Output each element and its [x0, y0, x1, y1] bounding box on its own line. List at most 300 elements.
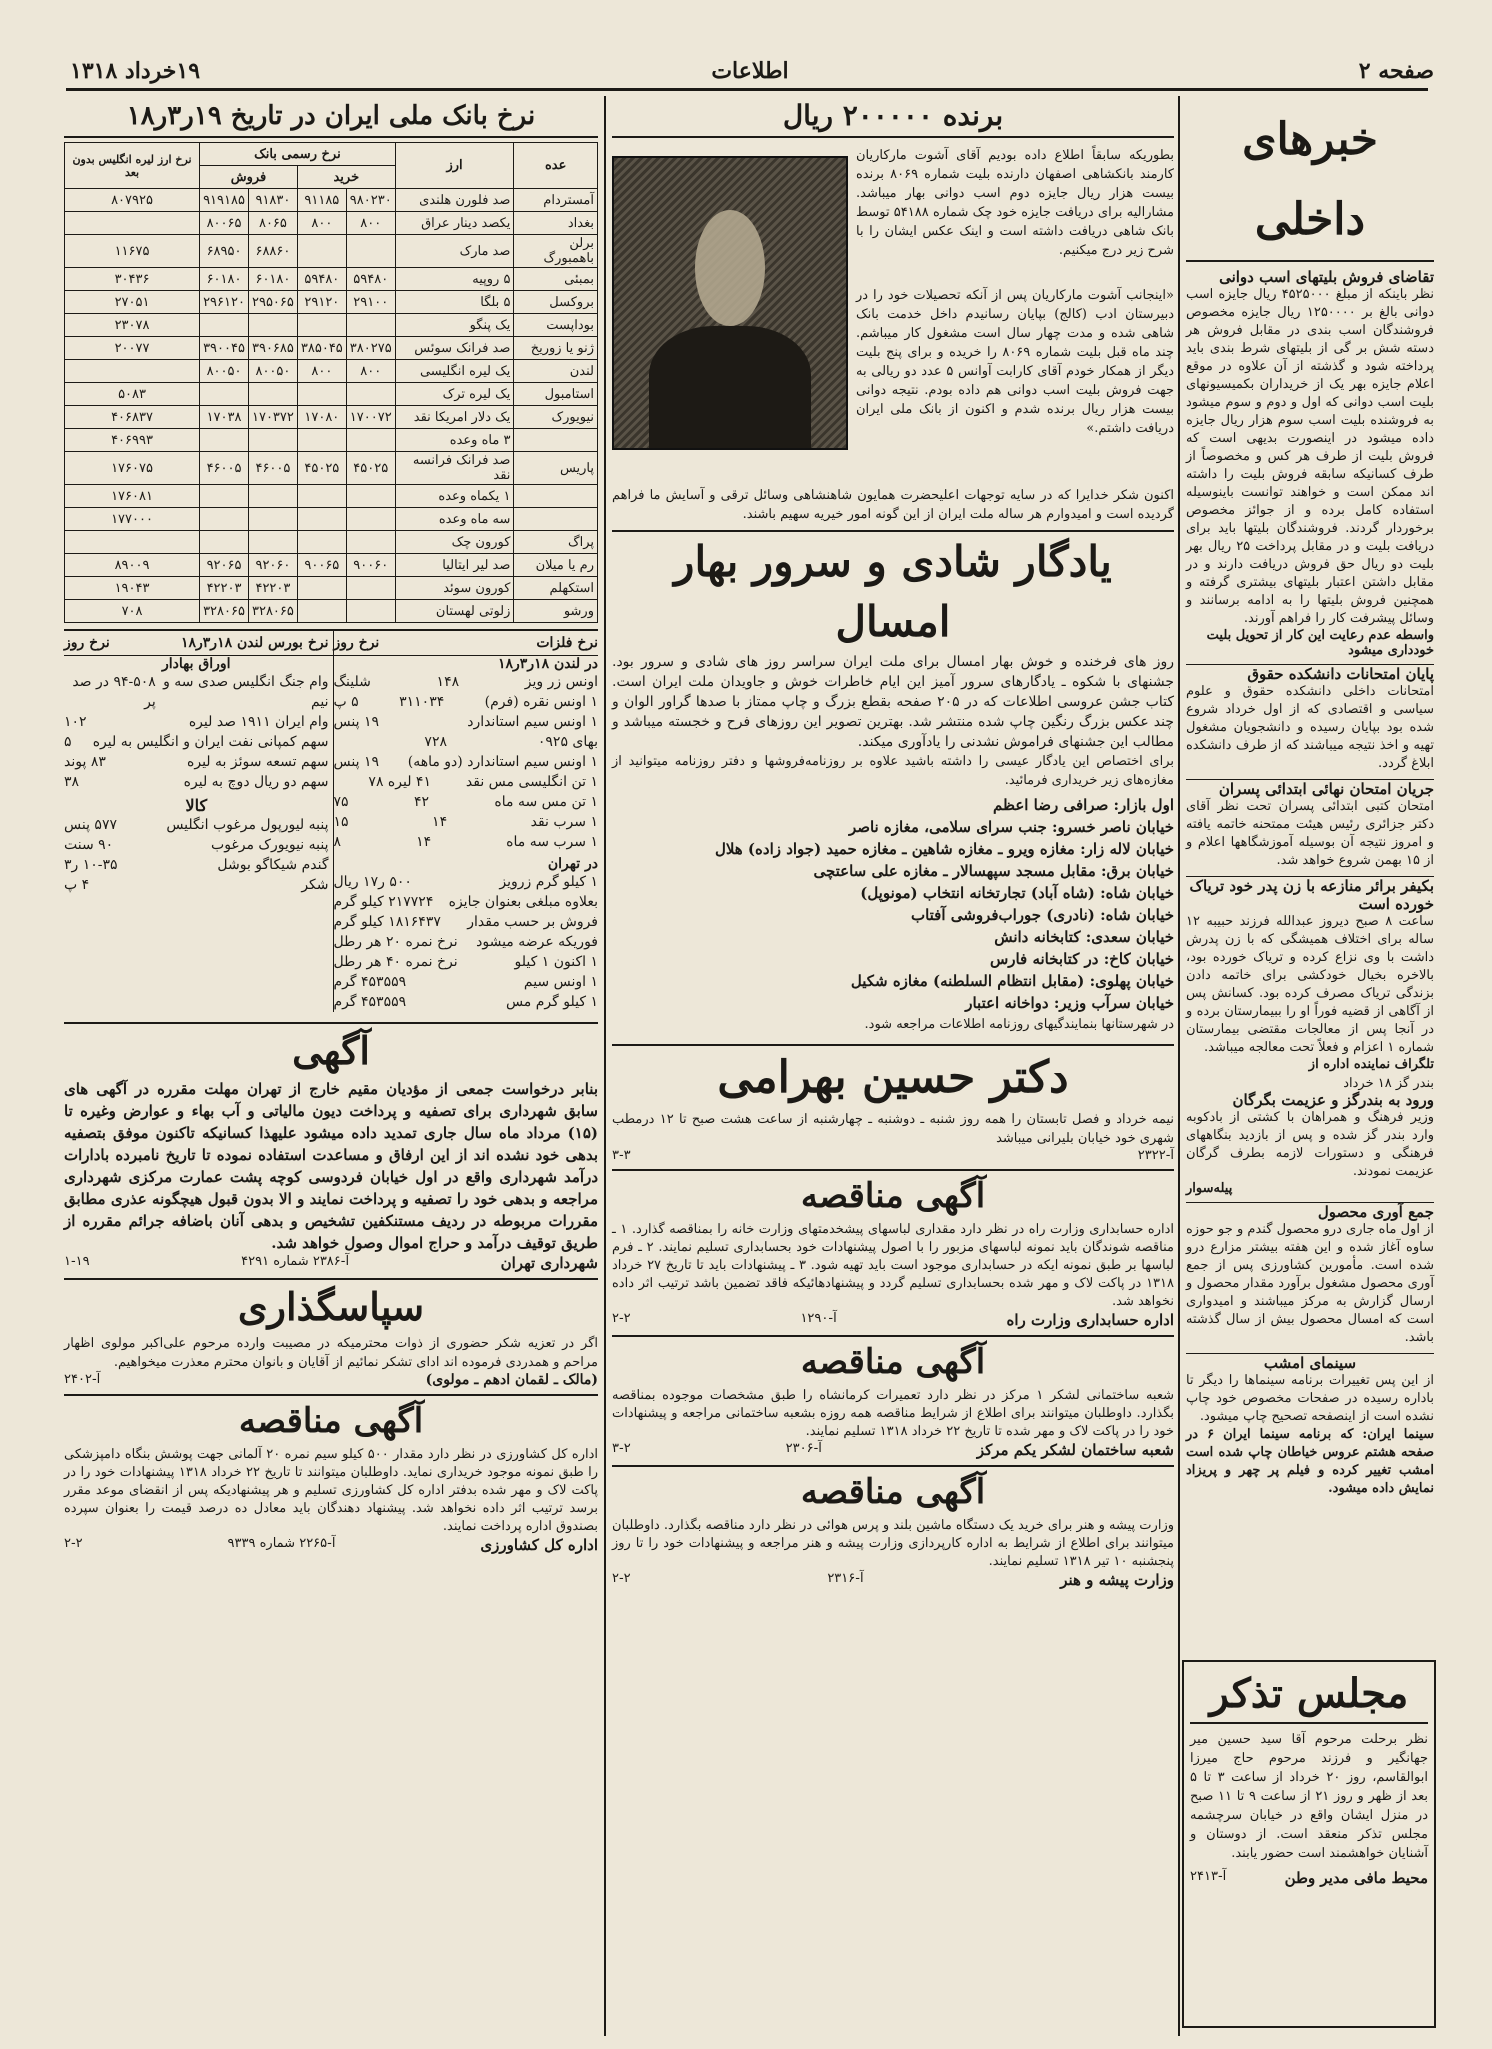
doctor-body: نیمه خرداد و فصل تابستان را همه روز شنبه ـ دوشنبه ـ چهارشنبه از ساعت هشت صبح تا ۱۲ درمطب شهری خود خیابان بلیرانی میباشد	[612, 1112, 1174, 1146]
metal-item	[334, 772, 599, 792]
tehran-item	[334, 932, 599, 952]
rate-cell-sell1: ۶۸۸۶۰	[248, 235, 297, 268]
dateline: بندر گز ۱۸ خرداد	[1343, 1076, 1434, 1091]
store-item: اول بازار: صرافی رضا اعظم	[993, 796, 1174, 814]
newspaper-name: اطلاعات	[711, 58, 789, 84]
rate-cell-name: کورون سوئد	[395, 577, 514, 600]
bourse-header: نرخ بورس لندن ۱۸ر۳ر۱۸	[180, 635, 329, 651]
rate-cell-sell1	[248, 485, 297, 508]
rate-row	[65, 314, 598, 337]
rate-cell-sell2	[200, 429, 249, 452]
rate-cell-buy2: ۹۱۱۸۵	[297, 189, 346, 212]
metal-item-unit: ۱۵	[333, 814, 349, 830]
metal-item-name: ۱ تن انگلیسی مس نقد	[465, 774, 598, 790]
metal-item-unit: شلینگ	[333, 674, 371, 690]
memorial-body: نظر برحلت مرحوم آقا سید حسین میر جهانگیر و فرزند مرحوم حاج میرزا ابوالقاسم، روز ۲۰ خرداد از ساعت ۳ تا ۵ بعد از ظهر و روز ۲۱ از ساعت ۹ تا ۱۱ صبح در منزل ایشان واقع در خیابان سرچشمه مجلس تذکر منعقد است. از دوستان و آشنایان خواهشمند است حضور یابند.	[1190, 1732, 1428, 1861]
rate-cell-sell2: ۹۲۰۶۵	[200, 554, 249, 577]
bond-item-rate: ۳۸	[64, 774, 80, 790]
rate-cell-buy1	[346, 485, 395, 508]
metal-item-name: ۱ اونس سیم استاندارد (دو ماهه)	[407, 754, 598, 770]
rate-cell-buy2: ۸۰۰	[297, 212, 346, 235]
rate-cell-sell2: ۹۱۹۱۸۵	[200, 189, 249, 212]
goods-item	[64, 855, 329, 875]
article-body: نظر باینکه از مبلغ ۴۵۲۵۰۰۰ ریال جایزه اسب دوانی بالغ بر ۱۲۵۰۰۰۰ ریال جایزه مخصوص فروشندگان اسب بندی در مقابل فروش هر دسته شش بر گی از بلیتهای شرط بندی باید پرداخته شود و گذشته از آن علاوه در موقع اعلام جایزه بهر یک از خریداران بکمیسیونهای بلیت اسب دوانی که اول و دوم و سوم میشود به فروشنده بلیت اسب سوم هزار ریال جایزه داده میشود در اینصورت بدیهی است که فروش بلیت از طرف هر کس و مخصوصاً از طرف کسانیکه سابقه فروش بلیت را داشته اند ممکن است و خواهند توانست باینوسیله استفاده کامل برده و از جوائز مخصوص برخوردار گردند. فروشندگان بلیتها باید برای دریافت بلیت و در مقابل پرداخت ۲۵ ریال بهر بلیت دو ریال حق فروش دریافت دارند و در مقابل داشتن اعتبار بلیتهای بیشتری گرفته و همچنین فروش بلیتها را به ادامه برسانند و وسائل پیشرفت کار را فراهم آورند.	[1186, 287, 1435, 626]
rate-cell-sell1	[248, 508, 297, 531]
rate-cell-city: بروکسل	[514, 291, 598, 314]
page-number: صفحه ۲	[1358, 58, 1434, 84]
rate-cell-pound: ۲۰۰۷۷	[65, 337, 200, 360]
tender-number: ۳-۲	[612, 1441, 631, 1456]
rate-cell-city: استکهلم	[514, 577, 598, 600]
rate-cell-sell2	[200, 383, 249, 406]
rate-cell-buy2: ۱۷۰۸۰	[297, 406, 346, 429]
rate-cell-name: صد لیر ایتالیا	[395, 554, 514, 577]
tehran-item-val: ۲۱۷۷۲۴ کیلو گرم	[333, 894, 434, 910]
metal-item-price: ۷۲۸	[424, 734, 447, 750]
rate-cell-sell1: ۸۰۰۵۰	[248, 360, 297, 383]
rate-cell-sell2: ۸۰۰۶۵	[200, 212, 249, 235]
spring-title: یادگار شادی و سرور بهار امسال	[674, 537, 1112, 646]
doctor-title: دکتر حسین بهرامی	[717, 1052, 1069, 1103]
column-divider-left	[604, 96, 606, 2036]
rate-cell-name: یک دلار امریکا نقد	[395, 406, 514, 429]
bond-item-name: وام جنگ انگلیس صدی سه و نیم	[163, 674, 329, 710]
metal-item-name: ۱ اونس نقره (فرم)	[484, 694, 598, 710]
rate-row	[65, 485, 598, 508]
tender-footer: شعبه ساختمان لشکر یکم مرکز	[976, 1441, 1174, 1459]
tehran-item-name: بعلاوه مبلغی بعنوان جایزه	[448, 894, 598, 910]
metals-title: نرخ فلزات	[536, 635, 598, 651]
rate-row	[65, 406, 598, 429]
goods-item-name: پنبه لیورپول مرغوب انگلیس	[166, 817, 329, 833]
rate-cell-city	[514, 429, 598, 452]
rate-cell-pound: ۲۳۰۷۸	[65, 314, 200, 337]
rate-cell-city: بغداد	[514, 212, 598, 235]
rate-row	[65, 212, 598, 235]
tehran-item-name: فروش بر حسب مقدار	[467, 914, 598, 930]
metal-item-price: ۴۲	[413, 794, 430, 810]
metal-item-price: ۱۴	[432, 814, 448, 830]
rate-cell-name: یک لیره ترک	[395, 383, 514, 406]
store-item: خیابان کاخ: در کتابخانه فارس	[989, 950, 1174, 968]
currency-header: ارز	[395, 143, 514, 189]
notice-signature: شهرداری تهران	[500, 1254, 598, 1272]
metal-item-name: بهای ۰۹۲۵	[537, 734, 598, 750]
rate-cell-city: استامبول	[514, 383, 598, 406]
bond-item-name: سهم تسعه سوئز به لیره	[187, 754, 329, 770]
rate-cell-buy1	[346, 508, 395, 531]
rate-cell-city: ژنو یا زوریخ	[514, 337, 598, 360]
rate-cell-buy1	[346, 600, 395, 623]
metal-item-name: ۱ سرب سه ماه	[506, 834, 598, 850]
tehran-item	[334, 992, 599, 1012]
buy-header: خرید	[297, 166, 395, 189]
bond-item-rate: ۹۴-۵۰۸ در صد پر	[72, 674, 156, 710]
rate-cell-city: پراگ	[514, 531, 598, 554]
rate-cell-sell2	[200, 485, 249, 508]
masthead-rule	[66, 88, 1428, 91]
rate-cell-buy2: ۸۰۰	[297, 360, 346, 383]
tehran-item-name: ۱ کیلو گرم زرویز	[499, 874, 598, 890]
metals-block	[334, 656, 599, 1012]
rate-cell-sell2: ۸۰۰۵۰	[200, 360, 249, 383]
bond-item-rate: ۸۳ پوند	[64, 754, 106, 770]
tehran-item-name: ۱ اکنون ۱ کیلو	[514, 954, 598, 970]
article-body: امتحان کتبی ابتدائی پسران تحت نظر آقای دکتر جزائری رئیس هیئت ممتحنه خاتمه یافته و امروز نتیجه آن بوسیله آموزشگاهها اعلام و از ۱۵ بهمن شروع خواهد شد.	[1186, 799, 1434, 868]
goods-title: کالا	[185, 796, 208, 815]
rate-cell-buy2: ۲۹۱۲۰	[297, 291, 346, 314]
doctor-number: ۳-۳	[612, 1148, 631, 1163]
thanks-title: سپاسگذاری	[237, 1284, 425, 1329]
rate-cell-pound: ۱۷۶۰۸۱	[65, 485, 200, 508]
rate-cell-city	[514, 508, 598, 531]
tehran-item-val: ۴۵۳۵۵۹ گرم	[333, 994, 407, 1010]
bond-item	[64, 732, 329, 752]
article-body: امتحانات داخلی دانشکده حقوق و علوم سیاسی و اقتصادی که از اول خرداد شروع شده بود بپایان رسیده و دانشجویان مشغول تهیه و اخذ نتیجه میباشند که از طرف دانشکده ابلاغ گردد.	[1186, 684, 1434, 771]
rate-cell-pound: ۴۰۶۸۳۷	[65, 406, 200, 429]
rate-cell-buy2	[297, 531, 346, 554]
bourse-rate-label: نرخ روز	[64, 635, 110, 651]
metal-item-unit: ۸	[333, 834, 342, 850]
rate-cell-sell2: ۲۹۶۱۲۰	[200, 291, 249, 314]
stores-note: در شهرستانها بنمایندگیهای روزنامه اطلاعات مراجعه شود.	[864, 1017, 1174, 1032]
rate-row	[65, 360, 598, 383]
rate-cell-name: ۵ روپیه	[395, 268, 514, 291]
memorial-code: آ-۲۴۱۳	[1190, 1869, 1227, 1884]
tehran-item-name: ۱ اونس سیم	[523, 974, 598, 990]
store-item: خیابان برق: مقابل مسجد سپهسالار ـ مغازه علی ساعتچی	[813, 862, 1174, 880]
tehran-item-name: ۱ کیلو گرم مس	[505, 994, 598, 1010]
tehran-item	[334, 892, 599, 912]
rate-cell-city	[514, 485, 598, 508]
london-header: در لندن ۱۸ر۳ر۱۸	[497, 656, 598, 672]
tender-title: آگهی مناقصه	[800, 1342, 986, 1382]
city-header: عده	[514, 143, 598, 189]
rate-cell-sell1: ۶۰۱۸۰	[248, 268, 297, 291]
rate-cell-buy1	[346, 531, 395, 554]
rate-row	[65, 383, 598, 406]
bond-item	[64, 772, 329, 792]
tender-code: آ-۲۳۰۶	[785, 1441, 822, 1456]
notice-code: آ-۲۳۸۶ شماره ۴۲۹۱	[241, 1254, 350, 1269]
rate-row	[65, 189, 598, 212]
rate-cell-pound: ۵۰۸۳	[65, 383, 200, 406]
metal-item	[334, 752, 599, 772]
notice-body: بنابر درخواست جمعی از مؤدیان مقیم خارج از تهران مهلت مقرره در آگهی های سابق شهرداری برای تصفیه و پرداخت دیون مالیاتی و آب بهاء و عوارض وغیره تا (۱۵) مرداد ماه سال جاری تمدید داده میشود علیهذا کسانیکه تاکنون موفق بتصفیه بدهی خود نشده اند از این ارفاق و مساعدت استفاده نموده تا تاریخ نامبرده بادارات درآمد شهرداری واقع در اول خیابان فردوسی کوچه پشت عمارت مرکزی شهرداری مراجعه و بدهی خود را تصفیه و پرداخت نمایند و الا بدون قبول هیچگونه عذری مطابق مقررات مربوطه در ردیف مستنکفین تشخیص و بدهی آنان باضافه جرائم مقرره از طریق توقیف درآمد و حراج اموال وصول خواهد شد.	[64, 1080, 599, 1252]
goods-item-name: پنبه نیویورک مرغوب	[211, 837, 329, 853]
issue-date: ۱۹خرداد ۱۳۱۸	[70, 58, 201, 84]
sell-header: فروش	[200, 166, 298, 189]
article-title: جمع آوری محصول	[1186, 1202, 1434, 1221]
article-title: ورود به بندرگز و عزیمت بگرگان	[1232, 1091, 1434, 1109]
metal-item-unit: ۵ پ	[333, 694, 359, 710]
metal-item	[334, 712, 599, 732]
tehran-item-val: ۵۰۰ ر۱۷ ریال	[333, 874, 412, 890]
rate-cell-sell1: ۱۷۰۳۷۲	[248, 406, 297, 429]
article-title: تقاضای فروش بلیتهای اسب دوانی	[1219, 268, 1434, 286]
metal-item-price: ۴۱ لیره ۷۸	[368, 774, 431, 790]
rate-cell-sell1: ۳۲۸۰۶۵	[248, 600, 297, 623]
middle-column	[612, 96, 1174, 1589]
memorial-notice	[1182, 1660, 1436, 2028]
bond-item	[64, 712, 329, 732]
rate-cell-pound: ۱۷۶۰۷۵	[65, 452, 200, 485]
rate-cell-buy1: ۴۵۰۲۵	[346, 452, 395, 485]
article-title: پایان امتحانات دانشکده حقوق	[1186, 664, 1434, 683]
tehran-item	[334, 952, 599, 972]
rate-cell-pound	[65, 531, 200, 554]
rate-cell-city: بمبئی	[514, 268, 598, 291]
rate-cell-city: پاریس	[514, 452, 598, 485]
rate-cell-buy2	[297, 577, 346, 600]
goods-item-rate: ۴ پ	[64, 877, 90, 893]
rate-cell-pound: ۱۹۰۴۳	[65, 577, 200, 600]
official-header: نرخ رسمی بانک	[200, 143, 396, 166]
metal-item	[334, 692, 599, 712]
rate-cell-buy2	[297, 485, 346, 508]
rate-cell-sell1	[248, 531, 297, 554]
rate-cell-buy1: ۸۰۰	[346, 212, 395, 235]
tender-title: آگهی مناقصه	[800, 1472, 986, 1512]
rate-cell-buy2: ۴۵۰۲۵	[297, 452, 346, 485]
metal-item	[334, 792, 599, 812]
tender-number: ۲-۲	[64, 1536, 83, 1551]
metal-item	[334, 812, 599, 832]
store-list	[612, 794, 1174, 1014]
bond-item-name: سهم کمپانی نفت ایران و انگلیس به لیره	[92, 734, 329, 750]
article-title: سینمای امشب	[1186, 1353, 1434, 1372]
rate-cell-name: یکصد دینار عراق	[395, 212, 514, 235]
doctor-code: آ-۲۳۲۲	[1137, 1148, 1174, 1163]
rate-cell-buy1: ۸۰۰	[346, 360, 395, 383]
bond-item-rate: ۵	[64, 734, 72, 750]
rate-cell-name: صد فرانک سوئس	[395, 337, 514, 360]
rate-cell-sell1	[248, 383, 297, 406]
store-item: خیابان سعدی: کتابخانه دانش	[994, 928, 1174, 946]
rate-cell-city: بوداپست	[514, 314, 598, 337]
tender-body: اداره کل کشاورزی در نظر دارد مقدار ۵۰۰ کیلو سیم نمره ۲۰ آلمانی جهت پوشش بنگاه دامپزشکی را طبق نمونه موجود خریداری نماید. داوطلبان میتوانند تا تاریخ ۲۲ خرداد ۱۳۱۸ پیشنهادات خود را در پاکت لاک و مهر شده بدفتر اداره کل کشاورزی تسلیم و هر پیشنهادیکه پس از انقضای موعد مقرر برسد ترتیب اثر داده نخواهد شد. پیشنهاد دهندگان باید معادل ده درصد قیمت را بعنوان سپرده بصندوق اداره پرداخت نمایند.	[64, 1447, 598, 1534]
metal-item	[334, 672, 599, 692]
bond-item-name: سهم دو ریال دوچ به لیره	[183, 774, 329, 790]
rate-cell-sell1: ۲۹۵۰۶۵	[248, 291, 297, 314]
rate-cell-city: رم یا میلان	[514, 554, 598, 577]
tender-code: آ-۱۲۹۰	[800, 1311, 837, 1326]
tender-body: وزارت پیشه و هنر برای خرید یک دستگاه ماشین بلند و پرس هوائی در نظر دارد مناقصه بگذارد. داوطلبان میتوانند برای اطلاع از شرایط به اداره کارپردازی وزارت پیشه و هنر مراجعه و پیشنهادات خود را تا روز پنجشنبه ۱۰ تیر ۱۳۱۸ تسلیم نمایند.	[612, 1518, 1174, 1569]
rate-cell-buy2	[297, 508, 346, 531]
rate-row	[65, 531, 598, 554]
store-item: خیابان پهلوی: (مقابل انتظام السلطنه) مغازه شکیل	[850, 972, 1174, 990]
memorial-signature: محیط مافی مدیر وطن	[1284, 1869, 1428, 1887]
winner-title: برنده ۲۰۰۰۰۰ ریال	[612, 96, 1174, 138]
metal-item-name: ۱ تن مس سه ماه	[494, 794, 598, 810]
rate-cell-buy1	[346, 314, 395, 337]
column-divider-right	[1178, 96, 1180, 2036]
tender-body: اداره حسابداری وزارت راه در نظر دارد مقداری لباسهای پیشخدمتهای وزارت خانه را بمناقصه گذارد. ۱ ـ مناقصه شوندگان باید نمونه لباسهای مزبور را با اصول پیشنهادات خود بحسابداری تسلیم نمایند. ۲ ـ فرم لباسها بر طبق نمونه ایکه در حسابداری موجود است باید تهیه شود. ۳ ـ پیشنهادات باید تا تاریخ ۲۷ خرداد ۱۳۱۸ در پاکت لاک و مهر شده بحسابداری تسلیم گردد و پیشنهادهائیکه فاقد تضمین باشد ترتیب اثر داده نخواهد شد.	[612, 1222, 1174, 1309]
memorial-title: مجلس تذکر	[1190, 1666, 1428, 1724]
rate-cell-name: یک پنگو	[395, 314, 514, 337]
rate-cell-buy1	[346, 383, 395, 406]
rate-cell-buy1: ۹۸۰۲۳۰	[346, 189, 395, 212]
rate-cell-city: آمستردام	[514, 189, 598, 212]
tender-title: آگهی مناقصه	[238, 1401, 424, 1441]
tender-footer: اداره حسابداری وزارت راه	[1006, 1311, 1174, 1329]
rate-cell-name: زلوتی لهستان	[395, 600, 514, 623]
tender-code: آ-۲۳۱۶	[827, 1571, 864, 1586]
goods-item-name: گندم شیکاگو بوشل	[217, 857, 329, 873]
rate-cell-buy1: ۱۷۰۰۷۲	[346, 406, 395, 429]
rate-cell-buy1	[346, 429, 395, 452]
rate-cell-city: ورشو	[514, 600, 598, 623]
rate-cell-buy2	[297, 235, 346, 268]
goods-item-rate: ۹۰ سنت	[64, 837, 114, 853]
rate-cell-buy2	[297, 600, 346, 623]
rate-cell-pound: ۷۰۸	[65, 600, 200, 623]
tender-number: ۲-۲	[612, 1311, 631, 1326]
rate-cell-pound: ۲۷۰۵۱	[65, 291, 200, 314]
metal-item-name: ۱ اونس سیم استاندارد	[467, 714, 598, 730]
rate-cell-name: یک لیره انگلیسی	[395, 360, 514, 383]
tender-footer: وزارت پیشه و هنر	[1060, 1571, 1174, 1589]
metal-item-price: ۱۴	[416, 834, 432, 850]
goods-item-name: شکر	[301, 877, 329, 893]
rate-cell-sell2	[200, 314, 249, 337]
tehran-item	[334, 912, 599, 932]
goods-item-rate: ۵۷۷ پنس	[64, 817, 117, 833]
winner-body: بطوریکه سابقاً اطلاع داده بودیم آقای آشوت مارکاریان کارمند بانکشاهی اصفهان دارنده بلیت شماره ۸۰۶۹ برنده بیست هزار ریال جایزه دوم اسب دوانی بهار میباشد. مشارالیه برای دریافت جایزه خود چک شماره ۵۴۱۸۸ توسط بانک شاهی دریافت داشته است و اینک عکس ایشان را با شرح زیر درج میکنیم.	[856, 148, 1174, 258]
rate-cell-sell2: ۶۸۹۵۰	[200, 235, 249, 268]
article-note: واسطه عدم رعایت این کار از تحویل بلیت خودداری میشود	[1206, 628, 1434, 658]
article-body: از اول ماه جاری درو محصول گندم و جو حوزه ساوه آغاز شده و این هفته بیشتر مزارع درو شده است. مأمورین کشاورزی پس از جمع آوری محصول مشغول برآورد مقدار محصول و ارسال گزارش به مرکز میباشند و امیدواری است که امسال محصول بیش از سال گذشته باشد.	[1186, 1222, 1434, 1345]
pound-header: نرخ ارز لیره انگلیس بدون بعد	[65, 143, 200, 189]
rate-cell-sell2: ۳۲۸۰۶۵	[200, 600, 249, 623]
metal-item-unit: ۱۹ پنس	[333, 714, 379, 730]
rate-cell-sell2: ۴۶۰۰۵	[200, 452, 249, 485]
tehran-title: در تهران	[547, 856, 598, 872]
rates-title: نرخ بانک ملی ایران در تاریخ ۱۹ر۳ر۱۸	[64, 96, 598, 138]
rate-cell-buy2	[297, 314, 346, 337]
tehran-item	[334, 972, 599, 992]
winner-photo	[612, 156, 848, 450]
rate-row	[65, 337, 598, 360]
tehran-item-val: ۴۵۳۵۵۹ گرم	[333, 974, 407, 990]
thanks-code: آ-۲۴۰۲	[64, 1372, 101, 1387]
rate-cell-city: نیویورک	[514, 406, 598, 429]
rate-cell-buy2	[297, 429, 346, 452]
metal-item-price: ۳۱۱۰۳۴	[399, 694, 445, 710]
news-column	[1186, 100, 1434, 1498]
store-item: خیابان لاله زار: مغازه ویرو ـ مغازه شاهین ـ مغازه حمید (جواد زاده) هلال	[714, 840, 1174, 858]
rate-cell-buy1: ۵۹۴۸۰	[346, 268, 395, 291]
tehran-item-val: نرخ نمره ۴۰ هر رطل	[333, 954, 458, 970]
rate-cell-sell2: ۱۷۰۳۸	[200, 406, 249, 429]
tehran-item-name: فوریکه عرضه میشود	[476, 934, 598, 950]
section-title: خبرهای داخلی	[1186, 100, 1434, 262]
rate-row	[65, 268, 598, 291]
rate-cell-buy2: ۹۰۰۶۵	[297, 554, 346, 577]
rates-column	[64, 96, 598, 1554]
tehran-item-val: نرخ نمره ۲۰ هر رطل	[333, 934, 458, 950]
rate-cell-sell2: ۳۹۰۰۴۵	[200, 337, 249, 360]
goods-item	[64, 815, 329, 835]
goods-item	[64, 835, 329, 855]
rate-row	[65, 235, 598, 268]
rate-row	[65, 508, 598, 531]
article-body: وزیر فرهنگ و همراهان با کشتی از بادکوبه وارد بندر گز شده و پس از بازدید بنگاههای فرهنگی و دستورات لازمه بطرف گرگان عزیمت نمودند.	[1186, 1110, 1434, 1179]
article-note: تلگراف نماینده اداره از	[1308, 1057, 1434, 1072]
rate-cell-buy1: ۲۹۱۰۰	[346, 291, 395, 314]
cinema-note: سینما ایران: که برنامه سینما ایران ۶ در صفحه هشتم عروس خیاطان چاپ شده است امشب تغییر کرده و فیلم پر چهر و پریزاد نمایش داده میشود.	[1186, 1427, 1435, 1496]
rate-row	[65, 291, 598, 314]
rate-cell-pound: ۸۹۰۰۹	[65, 554, 200, 577]
rate-cell-name: ۱ یکماه وعده	[395, 485, 514, 508]
store-item: خیابان شاه: (شاه آباد) تجارتخانه انتخاب (مونوپل)	[860, 884, 1174, 902]
article-body: از این پس تغییرات برنامه سینماها را دیگر تا باداره رسیده در صفحات مخصوص خود چاپ نشده است از اینصفحه تصحیح چاپ میشود.	[1186, 1373, 1434, 1424]
bonds-title: اوراق بهادار	[161, 656, 231, 672]
rate-cell-name: صد فلورن هلندی	[395, 189, 514, 212]
rate-cell-name: کورون چک	[395, 531, 514, 554]
rate-cell-sell1: ۳۹۰۶۸۵	[248, 337, 297, 360]
store-item: خیابان سرآب وزیر: دواخانه اعتبار	[965, 994, 1174, 1012]
rate-row	[65, 429, 598, 452]
rate-cell-city: برلن باهمبورگ	[514, 235, 598, 268]
rate-cell-buy2: ۵۹۴۸۰	[297, 268, 346, 291]
currency-table	[64, 142, 598, 623]
rate-cell-sell2: ۴۲۲۰۳	[200, 577, 249, 600]
rate-cell-buy1: ۹۰۰۶۰	[346, 554, 395, 577]
article-signature: پیله‌سوار	[1186, 1181, 1233, 1196]
metal-item-name: اونس زر ویز	[524, 674, 598, 690]
tender-body: شعبه ساختمانی لشکر ۱ مرکز در نظر دارد تعمیرات کرمانشاه را طبق مشخصات موجوده بمناقصه بگذارد. داوطلبان میتوانند برای اطلاع از شرایط مناقصه همه روزه بشعبه ساختمانی مراجعه و پیشنهادات خود را در پاکت لاک و مهر شده تا تاریخ ۲۲ خرداد ۱۳۱۸ تسلیم نمایند.	[612, 1388, 1175, 1439]
rate-cell-sell1: ۹۱۸۳۰	[248, 189, 297, 212]
rate-cell-sell1	[248, 429, 297, 452]
rate-cell-name: ۵ بلگا	[395, 291, 514, 314]
metal-item-unit: ۷۵	[333, 794, 349, 810]
rate-cell-buy1: ۳۸۰۲۷۵	[346, 337, 395, 360]
article-title: جریان امتحان نهائی ابتدائی پسران	[1186, 779, 1434, 798]
rate-cell-name: سه ماه وعده	[395, 508, 514, 531]
rate-cell-pound: ۱۷۷۰۰۰	[65, 508, 200, 531]
tehran-item	[334, 872, 599, 892]
rate-cell-name: ۳ ماه وعده	[395, 429, 514, 452]
rate-cell-sell1	[248, 314, 297, 337]
tender-code: آ-۲۲۶۵ شماره ۹۳۳۹	[227, 1536, 336, 1551]
thanks-signature: (مالک ـ لقمان ادهم ـ مولوی)	[425, 1372, 598, 1388]
rate-cell-pound	[65, 212, 200, 235]
rate-cell-sell1: ۹۲۰۶۰	[248, 554, 297, 577]
notice-title: آگهی	[292, 1028, 370, 1073]
article-body: ساعت ۸ صبح دیروز عبدالله فرزند حبیبه ۱۲ ساله برای اختلاف همیشگی که با زن پدرش داشت با وی نزاع کرده و تریاک خورده بود، بالاخره بخیال خودکشی برای خاتمه دادن بزندگی تریاک مصرف کرده بود. کسانش پس از آگاهی از قضیه فوراً او را ببیمارستان برده و در آنجا پس از معالجات مقتضی بیمارستان شماره ۱ اعزام و فعلاً تحت معالجه میباشد.	[1186, 914, 1434, 1055]
rate-cell-pound	[65, 360, 200, 383]
rate-cell-city: لندن	[514, 360, 598, 383]
spring-body: روز های فرخنده و خوش بهار امسال برای ملت ایران سراسر روز های شادی و سرور بود. جشنهای با شکوه ـ یادگارهای سرور آمیز این ایام خاطرات خوش و جاویدان ملت ایران است. کتاب جشن عروسی اطلاعات که در ۲۰۵ صفحه بقطع بزرگ و چاپ ممتاز با صدها گراور الوان و چند عکس بزرگ رنگین چاپ شده منتشر شد. بهترین تصویر این روزهای فرح و خجسته میباشد و مطالب این جشنهای فراموش نشدنی را یادآوری میکند.	[612, 654, 1174, 750]
rate-cell-sell1: ۴۲۲۰۳	[248, 577, 297, 600]
rate-row	[65, 554, 598, 577]
rate-cell-buy1	[346, 235, 395, 268]
rate-row	[65, 600, 598, 623]
thanks-body: اگر در تعزیه شکر حضوری از ذوات محترمیکه در مصیبت وارده مرحوم علی‌اکبر مولوی اظهار مراحم و همدردی فرموده اند ادای تشکر نمائیم از آقایان و بانوان محترم معذرت میخواهیم.	[64, 1336, 598, 1370]
rate-cell-pound: ۴۰۶۹۹۳	[65, 429, 200, 452]
store-item: خیابان ناصر خسرو: جنب سرای سلامی، مغازه ناصر	[848, 818, 1174, 836]
rate-cell-sell1: ۴۶۰۰۵	[248, 452, 297, 485]
tender-title: آگهی مناقصه	[800, 1176, 986, 1216]
goods-item	[64, 875, 329, 895]
rate-cell-pound: ۸۰۷۹۲۵	[65, 189, 200, 212]
rate-cell-name: صد مارک	[395, 235, 514, 268]
winner-thanks: اکنون شکر خدایرا که در سایه توجهات اعلیحضرت همایون شاهنشاهی وسائل ترقی و آسایش ما فراهم گردیده است و امیدوارم هر ساله ملت ایران از این گونه امور خیریه سهیم باشند.	[612, 488, 1174, 522]
rate-cell-buy2	[297, 383, 346, 406]
bond-item-rate: ۱۰۲	[64, 714, 87, 730]
tehran-item-val: ۱۸۱۶۴۳۷ کیلو گرم	[333, 914, 441, 930]
